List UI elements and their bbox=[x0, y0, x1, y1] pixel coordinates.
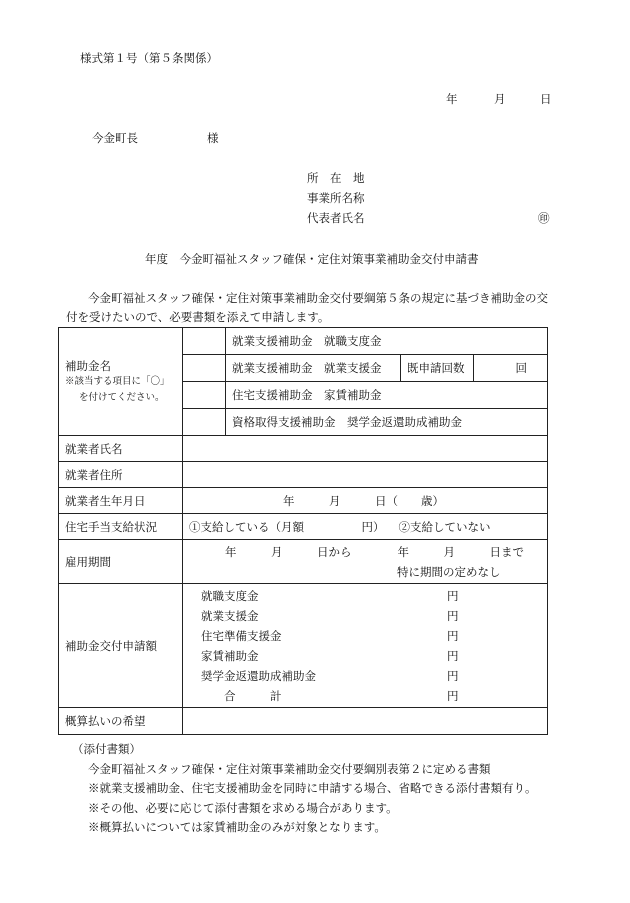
employment-period-field[interactable] bbox=[183, 540, 548, 584]
mark-cell-3[interactable] bbox=[183, 382, 226, 409]
employment-period-label: 雇用期間 bbox=[59, 540, 183, 584]
advance-payment-label: 概算払いの希望 bbox=[59, 708, 183, 735]
attachment-item: 今金町福祉スタッフ確保・定住対策事業補助金交付要綱別表第２に定める書類 bbox=[88, 761, 491, 776]
intro-line-1: 今金町福祉スタッフ確保・定住対策事業補助金交付要綱第５条の規定に基づき補助金の交 bbox=[88, 291, 548, 305]
birthdate-label: 就業者生年月日 bbox=[59, 488, 183, 514]
addressee-name: 今金町長 bbox=[92, 131, 138, 145]
date-month: 月 bbox=[494, 92, 506, 106]
amount-row[interactable] bbox=[189, 586, 541, 606]
worker-address-label: 就業者住所 bbox=[59, 462, 183, 488]
attachments-heading: （添付書類） bbox=[72, 742, 141, 756]
amount-unit: 円 bbox=[447, 628, 459, 643]
amount-name: 住宅準備支援金 bbox=[201, 628, 282, 643]
housing-option-2[interactable]: ②支給していない bbox=[398, 519, 491, 534]
mark-cell-2[interactable] bbox=[183, 355, 226, 382]
birthdate-field[interactable]: 年 月 日（ 歳） bbox=[183, 488, 548, 514]
amount-unit: 円 bbox=[447, 648, 459, 663]
amount-row[interactable] bbox=[189, 666, 541, 686]
amount-name: 奨学金返還助成補助金 bbox=[201, 668, 316, 683]
amount-total-row[interactable] bbox=[189, 686, 541, 706]
amount-name: 家賃補助金 bbox=[201, 648, 259, 663]
form-number: 様式第１号（第５条関係） bbox=[80, 51, 218, 65]
amount-row[interactable] bbox=[189, 646, 541, 666]
housing-allowance-field[interactable] bbox=[183, 514, 548, 540]
amount-name: 就職支度金 bbox=[201, 588, 259, 603]
amount-unit: 円 bbox=[447, 688, 459, 703]
applicant-representative-label: 代表者氏名 bbox=[307, 211, 365, 225]
subsidy-name-label: 補助金名 bbox=[65, 358, 111, 373]
addressee-honorific: 様 bbox=[207, 131, 219, 145]
worker-address-field[interactable] bbox=[183, 462, 548, 488]
amount-name: 就業支援金 bbox=[201, 608, 259, 623]
housing-option-1[interactable]: ①支給している（月額 円） bbox=[189, 519, 385, 534]
employment-period-line-2: 特に期間の定めなし bbox=[397, 564, 501, 579]
housing-allowance-label: 住宅手当支給状況 bbox=[59, 514, 183, 540]
option-2: 就業支援補助金 就業支援金 bbox=[226, 355, 401, 382]
amount-total-label: 合 計 bbox=[201, 688, 282, 703]
amount-unit: 円 bbox=[447, 588, 459, 603]
mark-cell-4[interactable] bbox=[183, 409, 226, 436]
option-1: 就業支援補助金 就職支度金 bbox=[226, 328, 548, 355]
intro-line-2: 付を受けたいので、必要書類を添えて申請します。 bbox=[66, 310, 330, 324]
amount-row[interactable] bbox=[189, 606, 541, 626]
attachment-note: ※その他、必要に応じて添付書類を求める場合があります。 bbox=[88, 800, 398, 815]
date-year: 年 bbox=[446, 92, 458, 106]
subsidy-name-cell bbox=[59, 328, 183, 436]
attachment-note: ※概算払いについては家賃補助金のみが対象となります。 bbox=[88, 820, 386, 834]
application-table bbox=[58, 327, 548, 735]
subsidy-note-1: ※該当する項目に「〇」 bbox=[65, 375, 170, 387]
applicant-business-label: 事業所名称 bbox=[307, 191, 365, 205]
amount-unit: 円 bbox=[447, 608, 459, 623]
advance-payment-field[interactable] bbox=[183, 708, 548, 735]
applicant-address-label: 所 在 地 bbox=[307, 171, 365, 185]
amount-label: 補助金交付申請額 bbox=[59, 584, 183, 708]
attachment-note: ※就業支援補助金、住宅支援補助金を同時に申請する場合、省略できる添付書類有り。 bbox=[88, 781, 537, 795]
employment-period-line-1: 年 月 日から 年 月 日まで bbox=[225, 544, 524, 559]
amount-row[interactable] bbox=[189, 626, 541, 646]
date-day: 日 bbox=[540, 92, 552, 106]
mark-cell-1[interactable] bbox=[183, 328, 226, 355]
subsidy-note-2: を付けてください。 bbox=[79, 391, 165, 403]
seal-mark: ㊞ bbox=[538, 211, 550, 225]
option-3: 住宅支援補助金 家賃補助金 bbox=[226, 382, 548, 409]
prior-count-unit: 回 bbox=[474, 355, 548, 382]
amount-unit: 円 bbox=[447, 668, 459, 683]
worker-name-field[interactable] bbox=[183, 436, 548, 462]
document-title: 年度 今金町福祉スタッフ確保・定住対策事業補助金交付申請書 bbox=[145, 252, 479, 266]
option-4: 資格取得支援補助金 奨学金返還助成補助金 bbox=[226, 409, 548, 436]
attachments-section bbox=[72, 740, 537, 838]
amount-list bbox=[183, 584, 548, 708]
prior-count-label: 既申請回数 bbox=[401, 355, 474, 382]
worker-name-label: 就業者氏名 bbox=[59, 436, 183, 462]
